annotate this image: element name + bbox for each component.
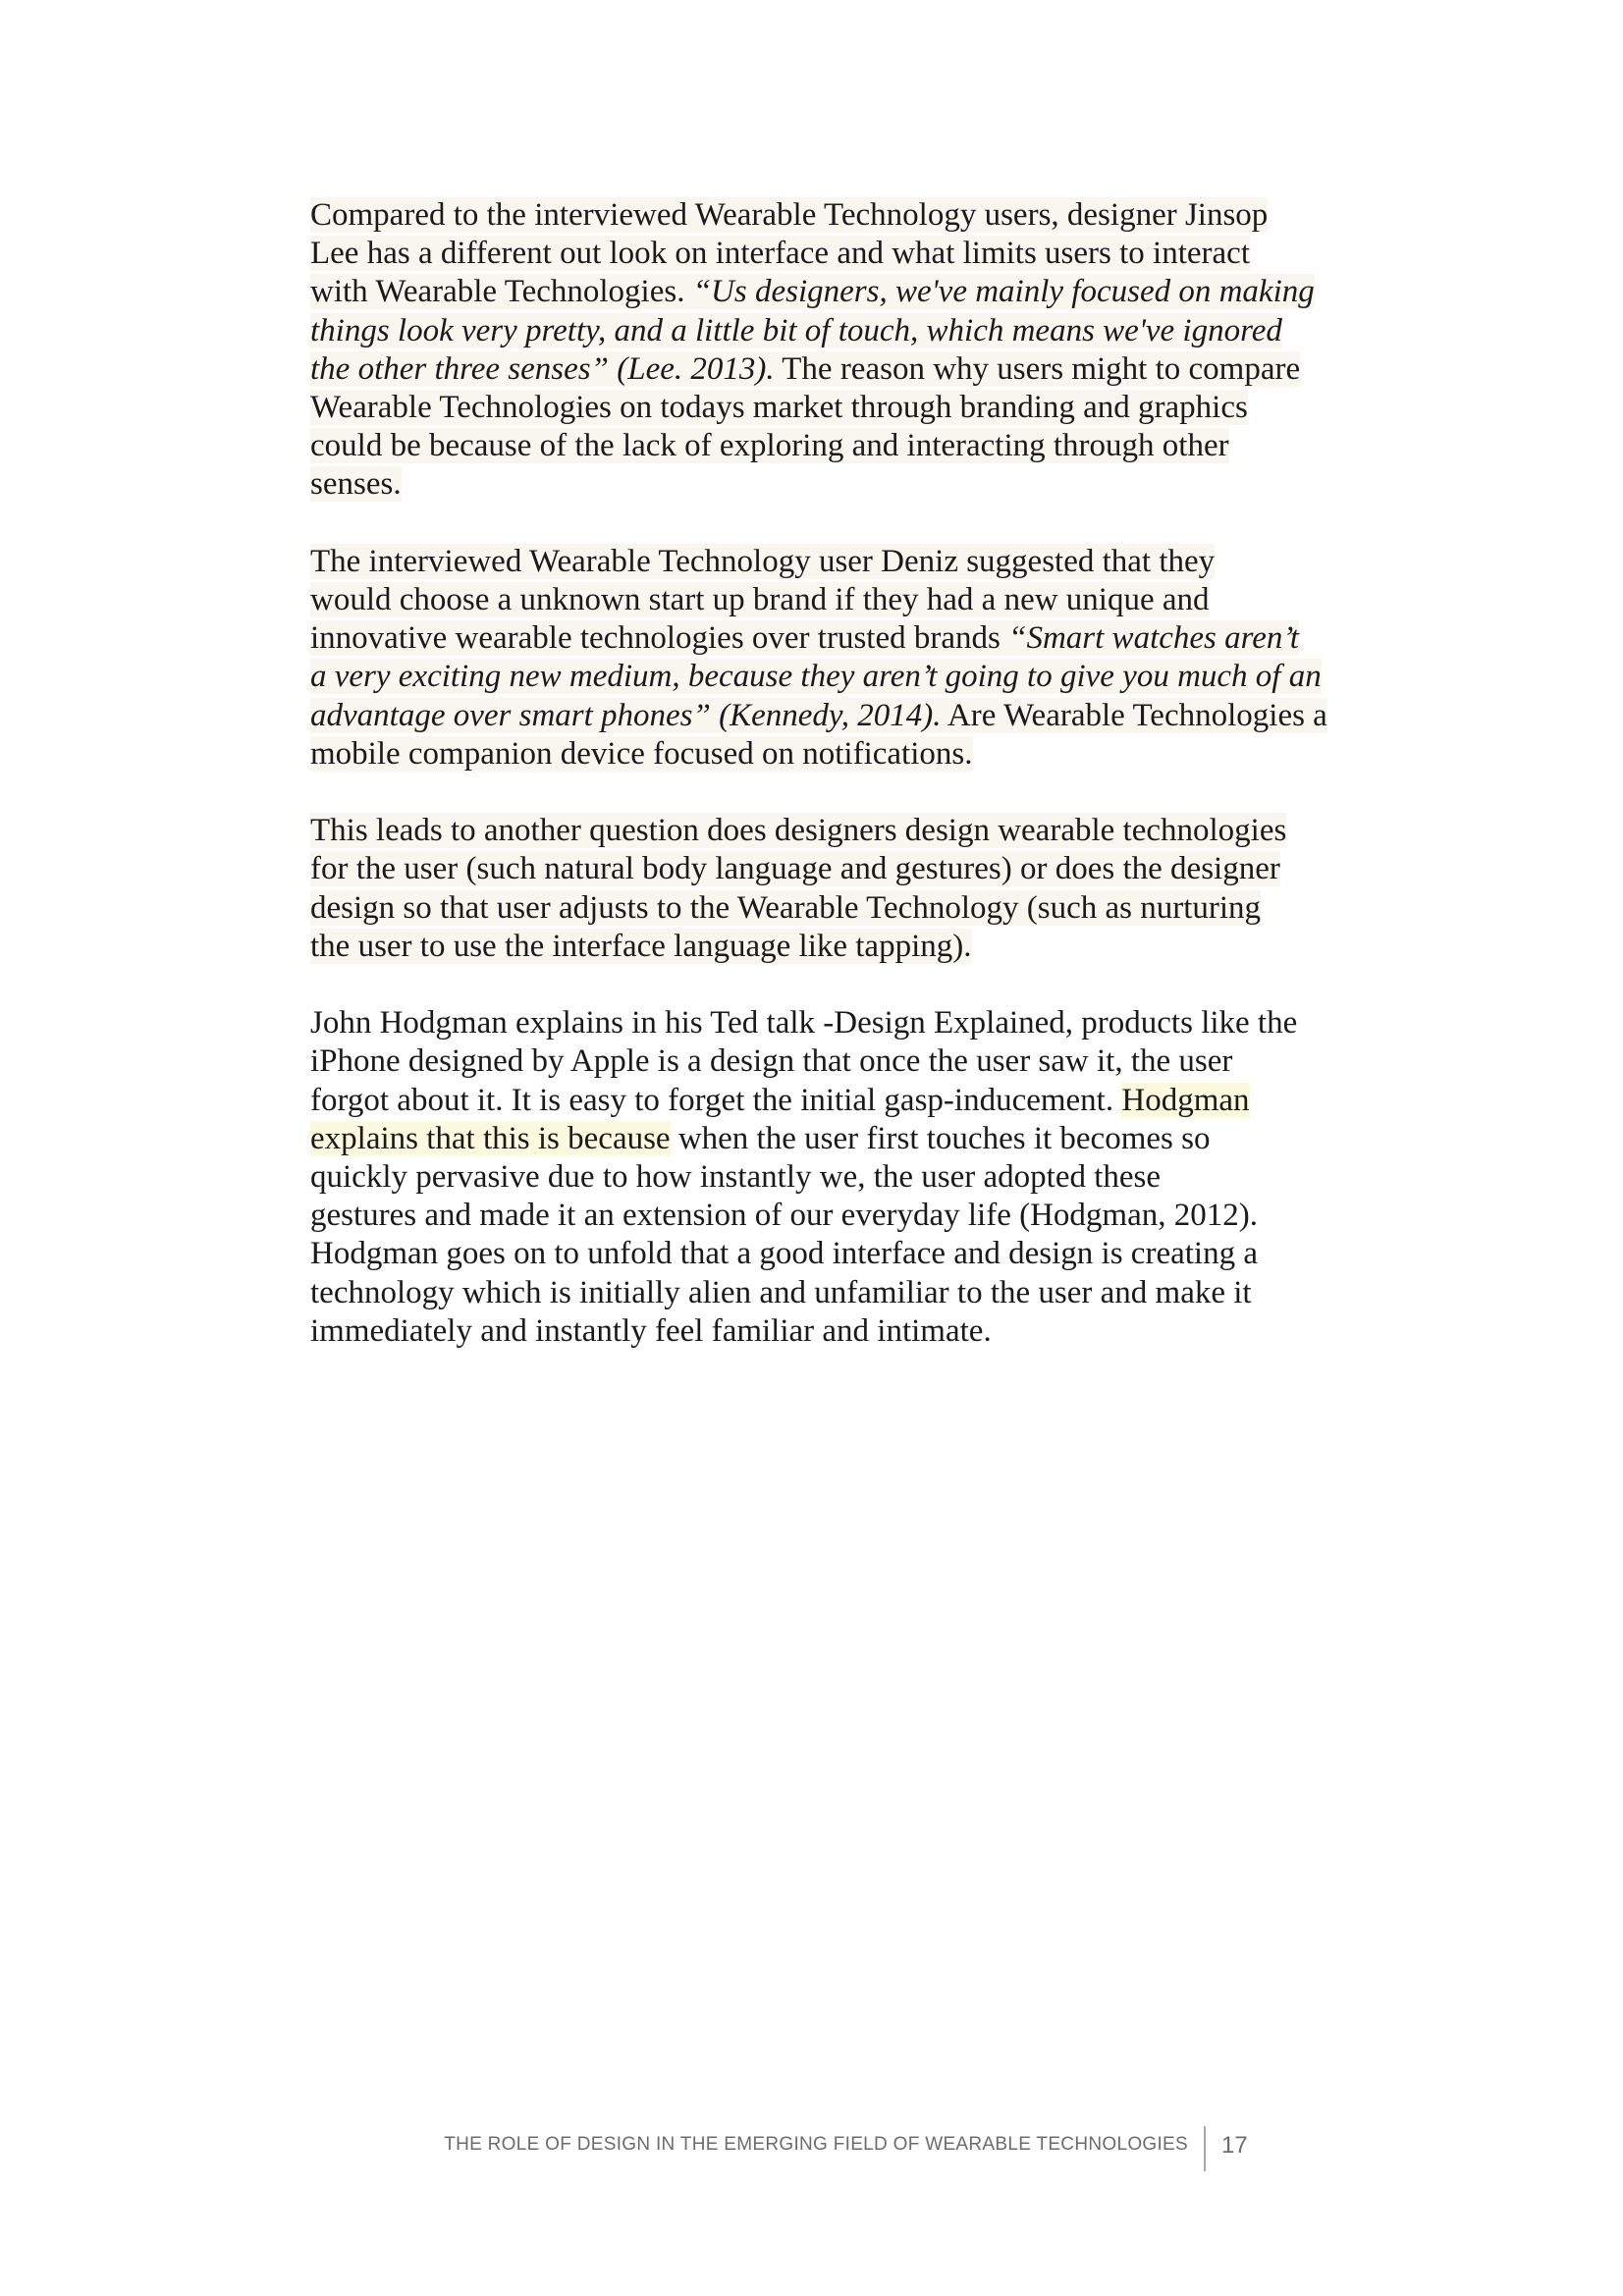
text-segment: mobile companion device focused on notifications.: [310, 735, 973, 772]
text-line: [310, 850, 1380, 888]
page-number: 17: [1221, 2132, 1248, 2159]
text-segment: senses.: [310, 466, 402, 503]
text-line: [310, 465, 1380, 504]
text-segment: immediately and instantly feel familiar and intimate.: [310, 1312, 992, 1349]
text-line: [310, 1042, 1380, 1081]
text-segment: when the user first touches it becomes so: [670, 1120, 1211, 1156]
text-line: [310, 1197, 1380, 1235]
text-line: [310, 581, 1380, 619]
text-line: [310, 1120, 1380, 1158]
text-segment: the other three senses” (Lee. 2013).: [310, 350, 775, 387]
text-segment: iPhone designed by Apple is a design that once the user saw it, the user: [310, 1043, 1233, 1080]
paragraph-4: [310, 1004, 1380, 1351]
text-line: [310, 427, 1380, 465]
text-line: [310, 812, 1380, 850]
text-segment: Hodgman: [1121, 1082, 1250, 1118]
text-segment: a very exciting new medium, because they aren’t going to give you much of an: [310, 659, 1322, 695]
text-segment: with Wearable Technologies.: [310, 274, 693, 310]
text-line: [310, 658, 1380, 696]
text-line: [310, 928, 1380, 966]
text-line: [310, 1082, 1380, 1120]
text-segment: explains that this is because: [310, 1120, 671, 1156]
text-segment: Are Wearable Technologies a: [941, 697, 1327, 733]
text-segment: things look very pretty, and a little bit of touch, which means we've ignored: [310, 312, 1282, 348]
text-line: [310, 273, 1380, 311]
text-line: [310, 196, 1380, 235]
text-line: [310, 1235, 1380, 1273]
text-segment: forgot about it. It is easy to forget the initial gasp-inducement.: [310, 1082, 1122, 1118]
text-segment: John Hodgman explains in his Ted talk -Design Explained, products like the: [310, 1005, 1298, 1041]
text-line: [310, 543, 1380, 581]
text-segment: could be because of the lack of exploring and interacting through other: [310, 428, 1229, 464]
text-segment: design so that user adjusts to the Wearable Technology (such as nurturing: [310, 889, 1262, 926]
footer-title: THE ROLE OF DESIGN IN THE EMERGING FIELD OF WEARABLE TECHNOLOGIES: [444, 2134, 1188, 2155]
text-line: [310, 735, 1380, 774]
text-line: [310, 889, 1380, 928]
text-line: [310, 1158, 1380, 1197]
text-segment: the user to use the interface language like tapping).: [310, 928, 972, 964]
text-segment: would choose a unknown start up brand if they had a new unique and: [310, 582, 1210, 618]
text-line: [310, 389, 1380, 427]
text-segment: Hodgman goes on to unfold that a good interface and design is creating a: [310, 1236, 1258, 1272]
text-segment: innovative wearable technologies over trusted brands: [310, 620, 1009, 657]
text-line: [310, 312, 1380, 350]
text-segment: The reason why users might to compare: [774, 350, 1301, 387]
text-line: [310, 1004, 1380, 1042]
text-segment: “Us designers, we've mainly focused on making: [692, 274, 1315, 310]
text-line: [310, 697, 1380, 735]
text-segment: for the user (such natural body language and gestures) or does the designer: [310, 851, 1280, 887]
text-segment: gestures and made it an extension of our everyday life (Hodgman, 2012).: [310, 1198, 1258, 1234]
text-segment: The interviewed Wearable Technology user Deniz suggested that they: [310, 543, 1216, 579]
text-line: [310, 350, 1380, 389]
text-segment: advantage over smart phones” (Kennedy, 2014).: [310, 697, 942, 733]
page-footer: [0, 2126, 1623, 2175]
text-segment: technology which is initially alien and unfamiliar to the user and make it: [310, 1274, 1252, 1310]
text-segment: “Smart watches aren’t: [1008, 620, 1299, 657]
paragraph-2: [310, 543, 1380, 774]
text-line: [310, 1312, 1380, 1351]
text-segment: quickly pervasive due to how instantly we, the user adopted these: [310, 1159, 1162, 1196]
text-segment: Wearable Technologies on todays market through branding and graphics: [310, 390, 1248, 426]
text-segment: Lee has a different out look on interface and what limits users to interact: [310, 236, 1250, 272]
body-text: [310, 196, 1380, 1389]
paragraph-3: [310, 812, 1380, 966]
text-line: [310, 619, 1380, 658]
text-segment: This leads to another question does designers design wearable technologies: [310, 813, 1287, 849]
text-segment: Compared to the interviewed Wearable Technology users, designer Jinsop: [310, 197, 1269, 233]
text-line: [310, 235, 1380, 273]
footer-divider: [1204, 2126, 1206, 2171]
paragraph-1: [310, 196, 1380, 505]
text-line: [310, 1274, 1380, 1312]
